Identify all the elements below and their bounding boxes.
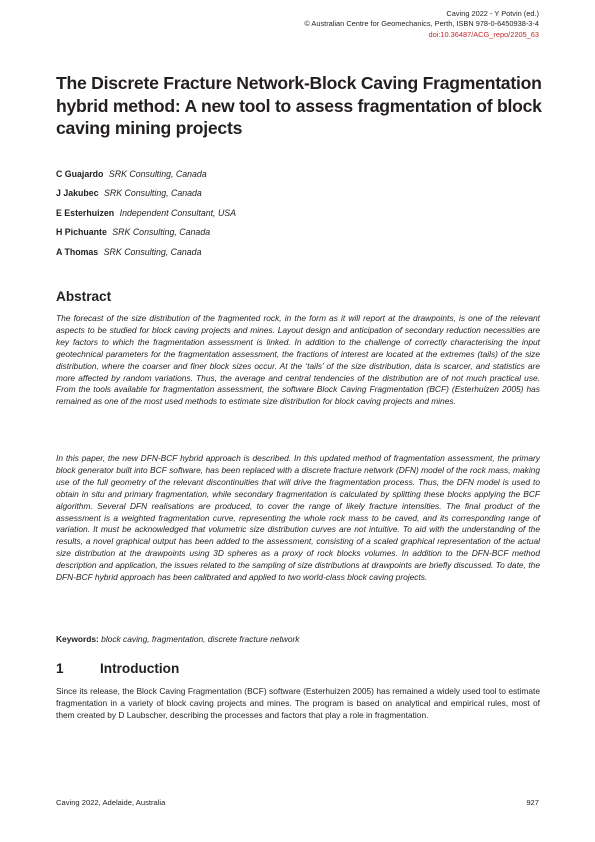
keywords — [56, 634, 540, 646]
section-title: Introduction — [100, 661, 180, 676]
author-name: E Esterhuizen — [56, 207, 115, 218]
abstract-paragraph-1: The forecast of the size distribution of the fragmented rock, in the form as it will report at the drawpoints, is one of the relevant aspects to be studied for block caving projects and mines. Layout design and anticipation of secondary reduction necessities are key factors to which the fragmentation assessment is linked. In addition to the challenge of correctly characterising the input geotechnical parameters for the fragmentation assessment, the fractions of interest are located at the extremes (tails) of the size distribution, where the coarser and finer block sizes occur. At the ‘tails’ of the size distribution, data is scarcer, and statistics are more affected by random variations. Thus, the average and central tendencies of the distribution are of not much practical use. From the tools available for fragmentation assessment, the software Block Caving Fragmentation (BCF) (Esterhuizen 2005) has remained as one of the most used methods to estimate size distribution for block caving projects and mines. — [56, 313, 540, 407]
author-name: C Guajardo — [56, 169, 104, 179]
page-number: 927 — [526, 798, 539, 807]
author-name: A Thomas — [56, 246, 99, 257]
author-name: J Jakubec — [56, 188, 99, 199]
author-list — [56, 165, 536, 262]
author-affiliation: SRK Consulting, Canada — [112, 227, 211, 238]
author-entry — [56, 223, 536, 242]
author-affiliation: Independent Consultant, USA — [119, 207, 237, 218]
page-header — [304, 9, 539, 40]
header-doi-link[interactable]: doi:10.36487/ACG_repo/2205_63 — [428, 29, 539, 39]
header-copyright: © Australian Centre for Geomechanics, Perth, ISBN 978-0-6450938-3-4 — [304, 19, 539, 29]
author-affiliation: SRK Consulting, Canada — [103, 246, 202, 257]
author-entry — [56, 204, 536, 223]
paper-title: The Discrete Fracture Network-Block Caving Fragmentation hybrid method: A new tool to assess fragmentation of block caving mining projects — [56, 73, 542, 139]
footer-conference: Caving 2022, Adelaide, Australia — [56, 798, 166, 807]
section-number: 1 — [56, 661, 64, 676]
introduction-paragraph-1: Since its release, the Block Caving Fragmentation (BCF) software (Esterhuizen 2005) has remained a widely used tool to estimate fragmentation in a variety of block caving projects and mines. The program is based on analytical and empirical rules, most of them created by D Laubscher, describing the processes and factors that play a role in fragmentation. — [56, 686, 540, 720]
author-entry — [56, 165, 536, 184]
section-heading-introduction — [56, 661, 179, 676]
header-proceedings: Caving 2022 - Y Potvin (ed.) — [446, 9, 539, 18]
keywords-label: Keywords: — [56, 634, 99, 644]
author-affiliation: SRK Consulting, Canada — [104, 188, 202, 199]
author-entry — [56, 184, 536, 203]
author-name: H Pichuante — [56, 227, 107, 238]
keywords-text: block caving, fragmentation, discrete fracture network — [101, 634, 300, 644]
author-entry — [56, 243, 536, 262]
abstract-heading: Abstract — [56, 289, 112, 304]
abstract-paragraph-2: In this paper, the new DFN-BCF hybrid approach is described. In this updated method of fragmentation assessment, the primary block generator built into BCF software, has been replaced with a discrete fracture network (DFN) model of the rock mass, making use of the full geometry of the relevant discontinuities that will drive the fragmentation process. Thus, the DFN model is used to obtain in situ and primary fragmentation, while secondary fragmentation is calculated by splitting these blocks applying the BCF algorithm. Several DFN realisations are produced, to cover the range of likely fracture intensities. The final product of the assessment is a weighted fragmentation curve, representing the whole rock mass to be caved, and its corresponding range of variation. It must be acknowledged that volumetric size distribution curves are not intuitive. To aid with the understanding of the results, a novel graphical output has been added to the assessment, consisting of a scaled graphical representation of the actual size distribution at the drawpoints using 3D spheres as a proxy of rock blocks volumes. In addition to the DFN-BCF method description and application, the issues related to the sampling of size distributions at drawpoints are briefly discussed. To date, the DFN-BCF hybrid approach has been calibrated and applied to two world-class block caving projects. — [56, 453, 540, 583]
author-affiliation: SRK Consulting, Canada — [108, 169, 207, 179]
